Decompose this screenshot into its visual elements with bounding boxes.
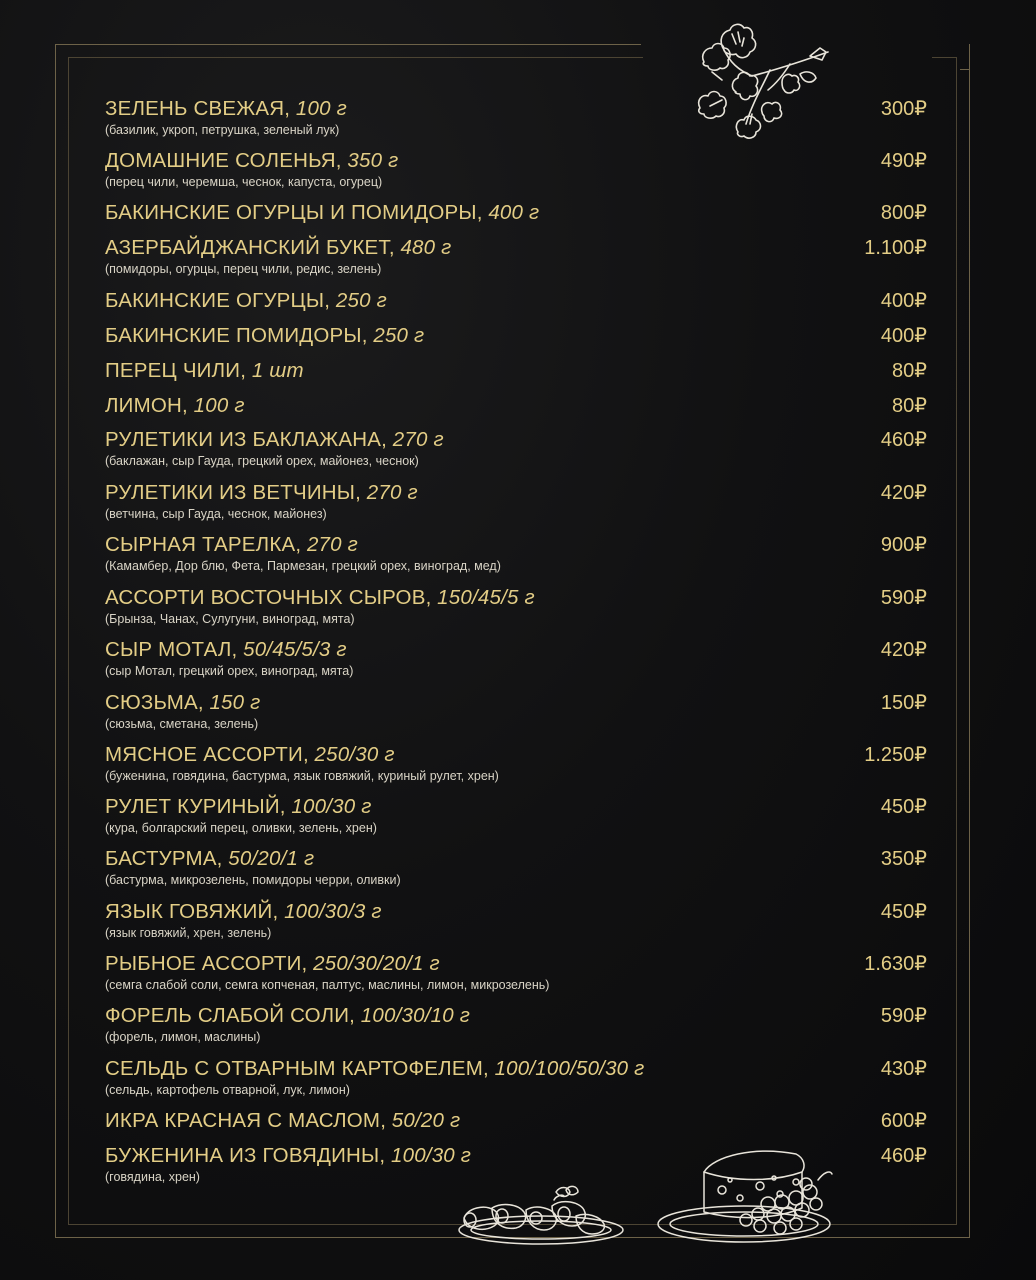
item-price: 590₽	[880, 1005, 927, 1027]
item-weight: 400 г	[488, 201, 540, 224]
item-weight: 50/20/1 г	[228, 847, 315, 870]
rolls-plate-icon	[456, 1180, 631, 1252]
item-weight: 100 г	[295, 97, 347, 120]
menu-item	[105, 951, 927, 993]
menu-item	[105, 794, 927, 836]
item-price: 460₽	[880, 429, 927, 451]
item-price: 400₽	[880, 290, 927, 312]
item-price: 450₽	[880, 796, 927, 818]
item-weight: 270 г	[392, 428, 444, 451]
item-description: (сыр Мотал, грецкий орех, виноград, мята)	[105, 664, 354, 678]
item-price: 300₽	[880, 98, 927, 120]
item-description: (семга слабой соли, семга копченая, палтус, маслины, лимон, микрозелень)	[105, 978, 550, 992]
item-weight: 1 шт	[251, 359, 304, 382]
menu-item	[105, 96, 927, 138]
item-name: ЗЕЛЕНЬ СВЕЖАЯ,	[105, 97, 291, 120]
item-description: (язык говяжий, хрен, зелень)	[105, 926, 272, 940]
item-description: (перец чили, черемша, чеснок, капуста, огурец)	[105, 175, 383, 189]
item-price: 1.100₽	[864, 237, 927, 259]
menu-item	[105, 1003, 927, 1045]
item-weight: 480 г	[400, 236, 452, 259]
menu-item	[105, 899, 927, 941]
item-price: 600₽	[880, 1110, 927, 1132]
item-price: 350₽	[880, 848, 927, 870]
item-description: (бастурма, микрозелень, помидоры черри, оливки)	[105, 873, 401, 887]
item-price: 490₽	[880, 150, 927, 172]
menu-item	[105, 288, 927, 314]
menu-item	[105, 585, 927, 627]
menu-item	[105, 358, 927, 384]
item-weight: 100 г	[193, 394, 245, 417]
inner-frame-top-left	[68, 57, 643, 58]
item-name: БАКИНСКИЕ ОГУРЦЫ И ПОМИДОРЫ,	[105, 201, 483, 224]
menu-item	[105, 637, 927, 679]
item-name: РУЛЕТ КУРИНЫЙ,	[105, 795, 286, 818]
item-price: 80₽	[892, 395, 927, 417]
item-weight: 100/30/10 г	[360, 1004, 471, 1027]
item-weight: 100/100/50/30 г	[494, 1057, 645, 1080]
item-weight: 270 г	[306, 533, 358, 556]
item-name: БАСТУРМА,	[105, 847, 223, 870]
cheese-grapes-icon	[656, 1140, 836, 1252]
item-name: АССОРТИ ВОСТОЧНЫХ СЫРОВ,	[105, 586, 432, 609]
item-name: ФОРЕЛЬ СЛАБОЙ СОЛИ,	[105, 1004, 356, 1027]
item-weight: 100/30 г	[391, 1144, 472, 1167]
item-description: (базилик, укроп, петрушка, зеленый лук)	[105, 123, 340, 137]
item-weight: 150 г	[209, 691, 261, 714]
item-weight: 250/30/20/1 г	[313, 952, 440, 975]
menu-item	[105, 532, 927, 574]
item-description: (форель, лимон, маслины)	[105, 1030, 261, 1044]
item-price: 420₽	[880, 639, 927, 661]
item-name: РУЛЕТИКИ ИЗ БАКЛАЖАНА,	[105, 428, 388, 451]
item-price: 460₽	[880, 1145, 927, 1167]
menu-item	[105, 846, 927, 888]
item-name: ПЕРЕЦ ЧИЛИ,	[105, 359, 247, 382]
item-description: (баклажан, сыр Гауда, грецкий орех, майонез, чеснок)	[105, 454, 419, 468]
item-description: (буженина, говядина, бастурма, язык говяжий, куриный рулет, хрен)	[105, 769, 499, 783]
outer-frame-top-right	[960, 69, 970, 70]
item-price: 1.630₽	[864, 953, 927, 975]
item-price: 80₽	[892, 360, 927, 382]
menu-item	[105, 393, 927, 419]
item-price: 150₽	[880, 692, 927, 714]
menu-item	[105, 1056, 927, 1098]
menu-item	[105, 1108, 927, 1134]
item-price: 430₽	[880, 1058, 927, 1080]
item-price: 400₽	[880, 325, 927, 347]
item-weight: 50/45/5/3 г	[243, 638, 347, 661]
item-weight: 150/45/5 г	[437, 586, 535, 609]
item-name: АЗЕРБАЙДЖАНСКИЙ БУКЕТ,	[105, 236, 395, 259]
item-name: ЛИМОН,	[105, 394, 188, 417]
item-description: (сельдь, картофель отварной, лук, лимон)	[105, 1083, 350, 1097]
item-weight: 350 г	[347, 149, 399, 172]
item-weight: 250 г	[373, 324, 425, 347]
item-name: СЕЛЬДЬ С ОТВАРНЫМ КАРТОФЕЛЕМ,	[105, 1057, 489, 1080]
item-weight: 50/20 г	[391, 1109, 461, 1132]
item-description: (говядина, хрен)	[105, 1170, 200, 1184]
item-weight: 270 г	[366, 481, 418, 504]
item-description: (ветчина, сыр Гауда, чеснок, майонез)	[105, 507, 327, 521]
menu-item	[105, 148, 927, 190]
item-description: (Камамбер, Дор блю, Фета, Пармезан, грецкий орех, виноград, мед)	[105, 559, 501, 573]
item-weight: 100/30/3 г	[284, 900, 382, 923]
item-price: 800₽	[880, 202, 927, 224]
menu-item	[105, 235, 927, 277]
item-name: ИКРА КРАСНАЯ С МАСЛОМ,	[105, 1109, 387, 1132]
item-price: 900₽	[880, 534, 927, 556]
item-weight: 100/30 г	[291, 795, 372, 818]
item-name: СЫРНАЯ ТАРЕЛКА,	[105, 533, 302, 556]
item-description: (кура, болгарский перец, оливки, зелень, хрен)	[105, 821, 377, 835]
item-name: РУЛЕТИКИ ИЗ ВЕТЧИНЫ,	[105, 481, 362, 504]
item-description: (помидоры, огурцы, перец чили, редис, зелень)	[105, 262, 382, 276]
item-price: 450₽	[880, 901, 927, 923]
menu-item	[105, 690, 927, 732]
item-name: БУЖЕНИНА ИЗ ГОВЯДИНЫ,	[105, 1144, 386, 1167]
menu-item	[105, 323, 927, 349]
menu-item	[105, 427, 927, 469]
item-description: (Брынза, Чанах, Сулугуни, виноград, мята)	[105, 612, 355, 626]
item-name: МЯСНОЕ АССОРТИ,	[105, 743, 309, 766]
item-price: 1.250₽	[864, 744, 927, 766]
outer-frame-top-left	[55, 44, 641, 45]
item-name: ДОМАШНИЕ СОЛЕНЬЯ,	[105, 149, 342, 172]
item-name: ЯЗЫК ГОВЯЖИЙ,	[105, 900, 279, 923]
item-price: 420₽	[880, 482, 927, 504]
item-price: 590₽	[880, 587, 927, 609]
item-weight: 250/30 г	[314, 743, 395, 766]
item-name: РЫБНОЕ АССОРТИ,	[105, 952, 308, 975]
menu-item	[105, 480, 927, 522]
inner-frame-top-right	[932, 57, 957, 58]
menu-item	[105, 200, 927, 226]
item-name: БАКИНСКИЕ ОГУРЦЫ,	[105, 289, 331, 312]
item-weight: 250 г	[335, 289, 387, 312]
item-name: БАКИНСКИЕ ПОМИДОРЫ,	[105, 324, 368, 347]
menu-item	[105, 742, 927, 784]
item-description: (сюзьма, сметана, зелень)	[105, 717, 259, 731]
item-name: СЫР МОТАЛ,	[105, 638, 238, 661]
item-name: СЮЗЬМА,	[105, 691, 204, 714]
